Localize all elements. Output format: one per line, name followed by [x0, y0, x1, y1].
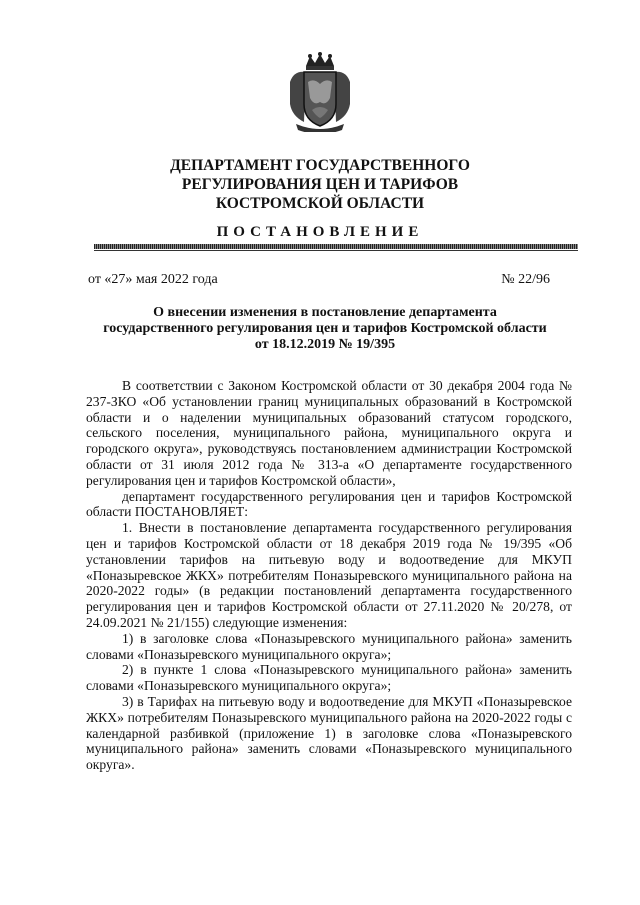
department-name [60, 156, 580, 213]
body-paragraph: департамент государственного регулирования цен и тарифов Костромской области ПОСТАНОВЛЯЕТ: [86, 488, 572, 520]
subject-line: от 18.12.2019 № 19/395 [254, 337, 396, 352]
subject-line: государственного регулирования цен и тарифов Костромской области [103, 321, 547, 336]
subject-line: О внесении изменения в постановление департамента [153, 305, 497, 320]
body-paragraph: 1. Внести в постановление департамента государственного регулирования цен и тарифов Костромской области от 18 декабря 2019 года № 19/395 «Об установлении тарифов на питьевую воду и водоотведение для МКУП «Поназыревское ЖКХ» потребителям Поназыревского муниципального района на 2020-2022 годы» (в редакции постановлений департамента государственного регулирования цен и тарифов Костромской области от 27.11.2020 № 20/278, от 24.09.2021 № 21/155) следующие изменения: [86, 520, 572, 630]
department-line: ДЕПАРТАМЕНТ ГОСУДАРСТВЕННОГО [170, 157, 470, 174]
department-line: РЕГУЛИРОВАНИЯ ЦЕН И ТАРИФОВ [181, 176, 459, 193]
document-number: № 22/96 [501, 272, 550, 287]
document-date: от «27» мая 2022 года [88, 272, 218, 287]
document-body [86, 378, 572, 773]
document-subject [80, 305, 570, 353]
department-line: КОСТРОМСКОЙ ОБЛАСТИ [215, 195, 425, 212]
header-divider [94, 244, 578, 249]
body-paragraph: 3) в Тарифах на питьевую воду и водоотведение для МКУП «Поназыревское ЖКХ» потребителям Поназыревского муниципального района на 2020-2022 годы с календарной разбивкой (приложение 1) в заголовке слова «Поназыревского муниципального района» заменить словами «Поназыревского муниципального округа». [86, 693, 572, 773]
body-paragraph: 2) в пункте 1 слова «Поназыревского муниципального района» заменить словами «Поназыревского муниципального округа»; [86, 662, 572, 694]
body-paragraph: В соответствии с Законом Костромской области от 30 декабря 2004 года № 237-ЗКО «Об установлении границ муниципальных образований в Костромской области и о наделении муниципальных образований статусом городского, сельского поселения, муниципального района, муниципального округа и городского округа», руководствуясь постановлением администрации Костромской области от 31 июля 2012 года № 313-а «О департаменте государственного регулирования цен и тарифов Костромской области», [86, 378, 572, 488]
document-type-title: ПОСТАНОВЛЕНИЕ [216, 224, 424, 240]
coat-of-arms-emblem [286, 52, 354, 132]
header-divider-thin [94, 250, 578, 251]
body-paragraph: 1) в заголовке слова «Поназыревского муниципального района» заменить словами «Поназыревского муниципального округа»; [86, 630, 572, 662]
